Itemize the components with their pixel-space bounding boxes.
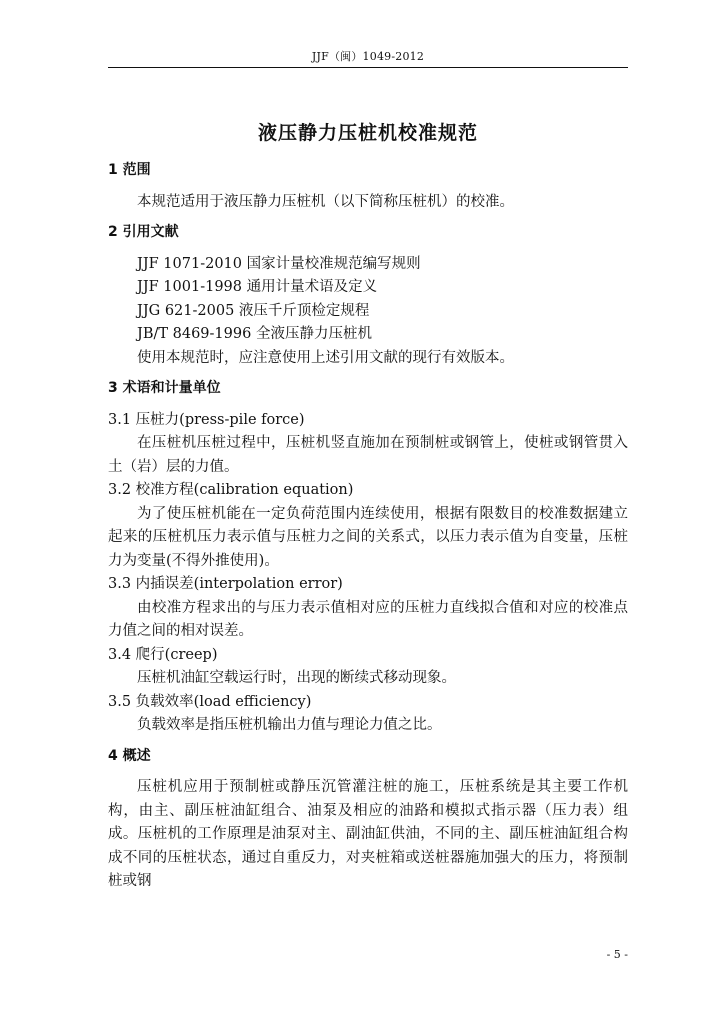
- reference-item: JJF 1071-2010 国家计量校准规范编写规则: [137, 255, 421, 272]
- term-label-creep: 3.4 爬行(creep): [108, 646, 218, 663]
- section-heading-overview: 4 概述: [108, 747, 151, 764]
- term-definition: 由校准方程求出的与压力表示值相对应的压桩力直线拟合值和对应的校准点力值之间的相对误差。: [108, 599, 628, 639]
- term-label-press-pile-force: 3.1 压桩力(press-pile force): [108, 411, 305, 428]
- reference-item: JJG 621-2005 液压千斤顶检定规程: [137, 302, 370, 319]
- term-label-load-efficiency: 3.5 负载效率(load efficiency): [108, 693, 312, 710]
- term-definition: 压桩机油缸空载运行时，出现的断续式移动现象。: [137, 670, 456, 686]
- page-number: - 5 -: [606, 948, 628, 961]
- scope-paragraph: 本规范适用于液压静力压桩机（以下简称压桩机）的校准。: [137, 193, 514, 210]
- reference-item: JB/T 8469-1996 全液压静力压桩机: [137, 326, 372, 342]
- section-heading-references: 2 引用文献: [108, 224, 179, 240]
- term-label-interpolation-error: 3.3 内插误差(interpolation error): [108, 576, 343, 592]
- overview-paragraph: 压桩机应用于预制桩或静压沉管灌注桩的施工，压桩系统是其主要工作机构，由主、副压桩油缸组合、油泵及相应的油路和模拟式指示器（压力表）组成。压桩机的工作原理是油泵对主、副油缸供油，不同的主、副压桩油缸组合构成不同的压桩状态，通过自重反力，对夹桩箱或送桩器施加强大的压力，将预制桩或钢: [108, 779, 628, 889]
- reference-note: 使用本规范时，应注意使用上述引用文献的现行有效版本。: [137, 349, 514, 366]
- document-title: 液压静力压桩机校准规范: [257, 122, 478, 144]
- term-definition: 在压桩机压桩过程中，压桩机竖直施加在预制桩或钢管上，使桩或钢管贯入土（岩）层的力值。: [108, 435, 628, 475]
- section-heading-terms: 3 术语和计量单位: [108, 380, 221, 396]
- document-body: [108, 152, 628, 894]
- section-heading-scope: 1 范围: [108, 162, 151, 178]
- reference-item: JJF 1001-1998 通用计量术语及定义: [137, 279, 378, 295]
- running-header: JJF（闽）1049-2012: [311, 50, 425, 63]
- term-definition: 为了使压桩机能在一定负荷范围内连续使用，根据有限数目的校准数据建立起来的压桩机压力表示值与压桩力之间的关系式，以压力表示值为自变量，压桩力为变量(不得外推使用)。: [108, 505, 628, 569]
- term-label-calibration-equation: 3.2 校准方程(calibration equation): [108, 482, 354, 498]
- term-definition: 负载效率是指压桩机输出力值与理论力值之比。: [137, 717, 442, 733]
- header-rule: [108, 67, 628, 68]
